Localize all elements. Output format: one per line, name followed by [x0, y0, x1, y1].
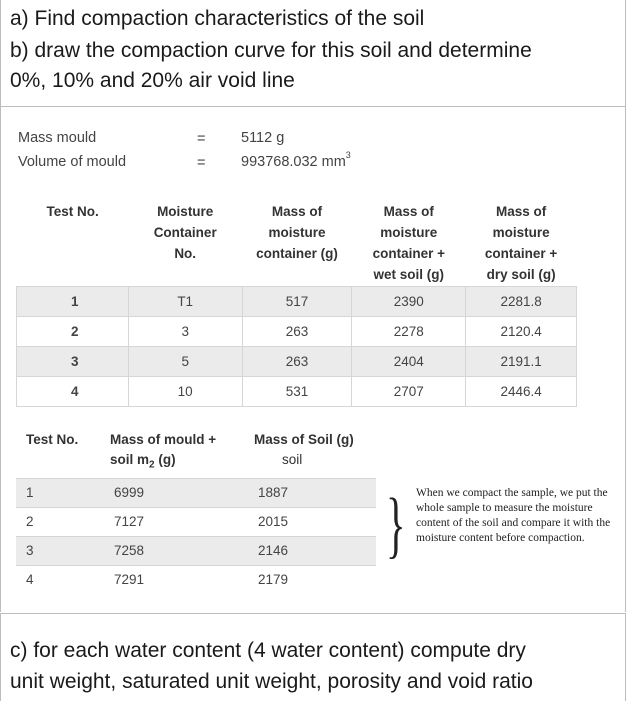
- table-row: [17, 316, 577, 346]
- volume-mould-value: [241, 150, 351, 170]
- test-no-cell: 3: [16, 536, 110, 565]
- mould-soil-cell: 7258: [110, 536, 254, 565]
- test-no-cell: 2: [17, 316, 129, 346]
- test-no-cell: 3: [17, 346, 129, 376]
- question-header: [0, 0, 626, 107]
- mould-soil-cell: 6999: [110, 478, 254, 507]
- question-c-cont: unit weight, saturated unit weight, porosity and void ratio: [10, 670, 533, 693]
- table-row: [17, 346, 577, 376]
- table-row: [17, 286, 577, 316]
- test-no-cell: 1: [16, 478, 110, 507]
- compaction-note: When we compact the sample, we put the whole sample to measure the moisture content of the soil and compare it with the moisture content before compaction.: [416, 487, 611, 544]
- table-row: [16, 565, 376, 594]
- question-b-cont: 0%, 10% and 20% air void line: [10, 69, 295, 92]
- wet-soil-cell: 2404: [352, 346, 466, 376]
- test-no-cell: 4: [17, 376, 129, 406]
- mass-container-cell: 263: [242, 346, 352, 376]
- frame-left-mid: [0, 107, 1, 612]
- container-cell: 3: [128, 316, 242, 346]
- dry-soil-cell: 2281.8: [466, 286, 577, 316]
- container-cell: 10: [128, 376, 242, 406]
- header-mass-soil: Mass of Soil (g) soil: [254, 432, 354, 467]
- table-row: [16, 536, 376, 565]
- mould-soil-cell: 7127: [110, 507, 254, 536]
- question-a: a) Find compaction characteristics of the soil: [10, 7, 425, 30]
- mass-container-cell: 531: [242, 376, 352, 406]
- volume-mould-eq: =: [197, 155, 206, 171]
- table-row: [16, 507, 376, 536]
- header-wet-soil: Mass of moisture container + wet soil (g): [372, 204, 445, 282]
- mould-soil-cell: 7291: [110, 565, 254, 594]
- volume-mould-exponent: 3: [345, 150, 351, 160]
- mass-soil-cell: 1887: [254, 478, 376, 507]
- test-no-cell: 4: [16, 565, 110, 594]
- mass-soil-cell: 2179: [254, 565, 376, 594]
- curly-brace: }: [386, 484, 406, 566]
- mould-soil-table: [16, 424, 376, 594]
- mass-mould-eq: =: [197, 131, 206, 147]
- volume-mould-number: 993768.032 mm: [241, 154, 346, 170]
- table-row: [17, 376, 577, 406]
- header-test-no-2: Test No.: [26, 432, 79, 447]
- mass-soil-cell: 2015: [254, 507, 376, 536]
- header-container: Moisture Container No.: [153, 204, 217, 261]
- question-b: b) draw the compaction curve for this soil and determine: [10, 39, 532, 62]
- dry-soil-cell: 2120.4: [466, 316, 577, 346]
- dry-soil-cell: 2446.4: [466, 376, 577, 406]
- mass-mould-label: Mass mould: [18, 130, 97, 146]
- header-test-no: Test No.: [46, 204, 99, 219]
- mould-soil-table-header: [16, 424, 376, 478]
- header-mould-soil: Mass of mould + soil $m_2$ (g): [110, 432, 217, 471]
- test-no-cell: 1: [17, 286, 129, 316]
- moisture-table: [16, 190, 577, 407]
- wet-soil-cell: 2707: [352, 376, 466, 406]
- header-mass-container: Mass of moisture container (g): [256, 204, 338, 261]
- table-row: [16, 478, 376, 507]
- wet-soil-cell: 2278: [352, 316, 466, 346]
- container-cell: T1: [128, 286, 242, 316]
- header-dry-soil: Mass of moisture container + dry soil (g): [484, 204, 558, 282]
- mass-container-cell: 517: [242, 286, 352, 316]
- mass-mould-value: 5112 g: [241, 130, 285, 146]
- volume-mould-label: Volume of mould: [18, 154, 127, 170]
- frame-left-bottom: [0, 614, 1, 701]
- mass-container-cell: 263: [242, 316, 352, 346]
- wet-soil-cell: 2390: [352, 286, 466, 316]
- dry-soil-cell: 2191.1: [466, 346, 577, 376]
- test-no-cell: 2: [16, 507, 110, 536]
- moisture-table-header: [17, 190, 577, 286]
- container-cell: 5: [128, 346, 242, 376]
- mass-soil-cell: 2146: [254, 536, 376, 565]
- question-footer: [0, 613, 626, 701]
- question-c: c) for each water content (4 water content) compute dry: [10, 639, 526, 662]
- frame-left: [0, 0, 1, 106]
